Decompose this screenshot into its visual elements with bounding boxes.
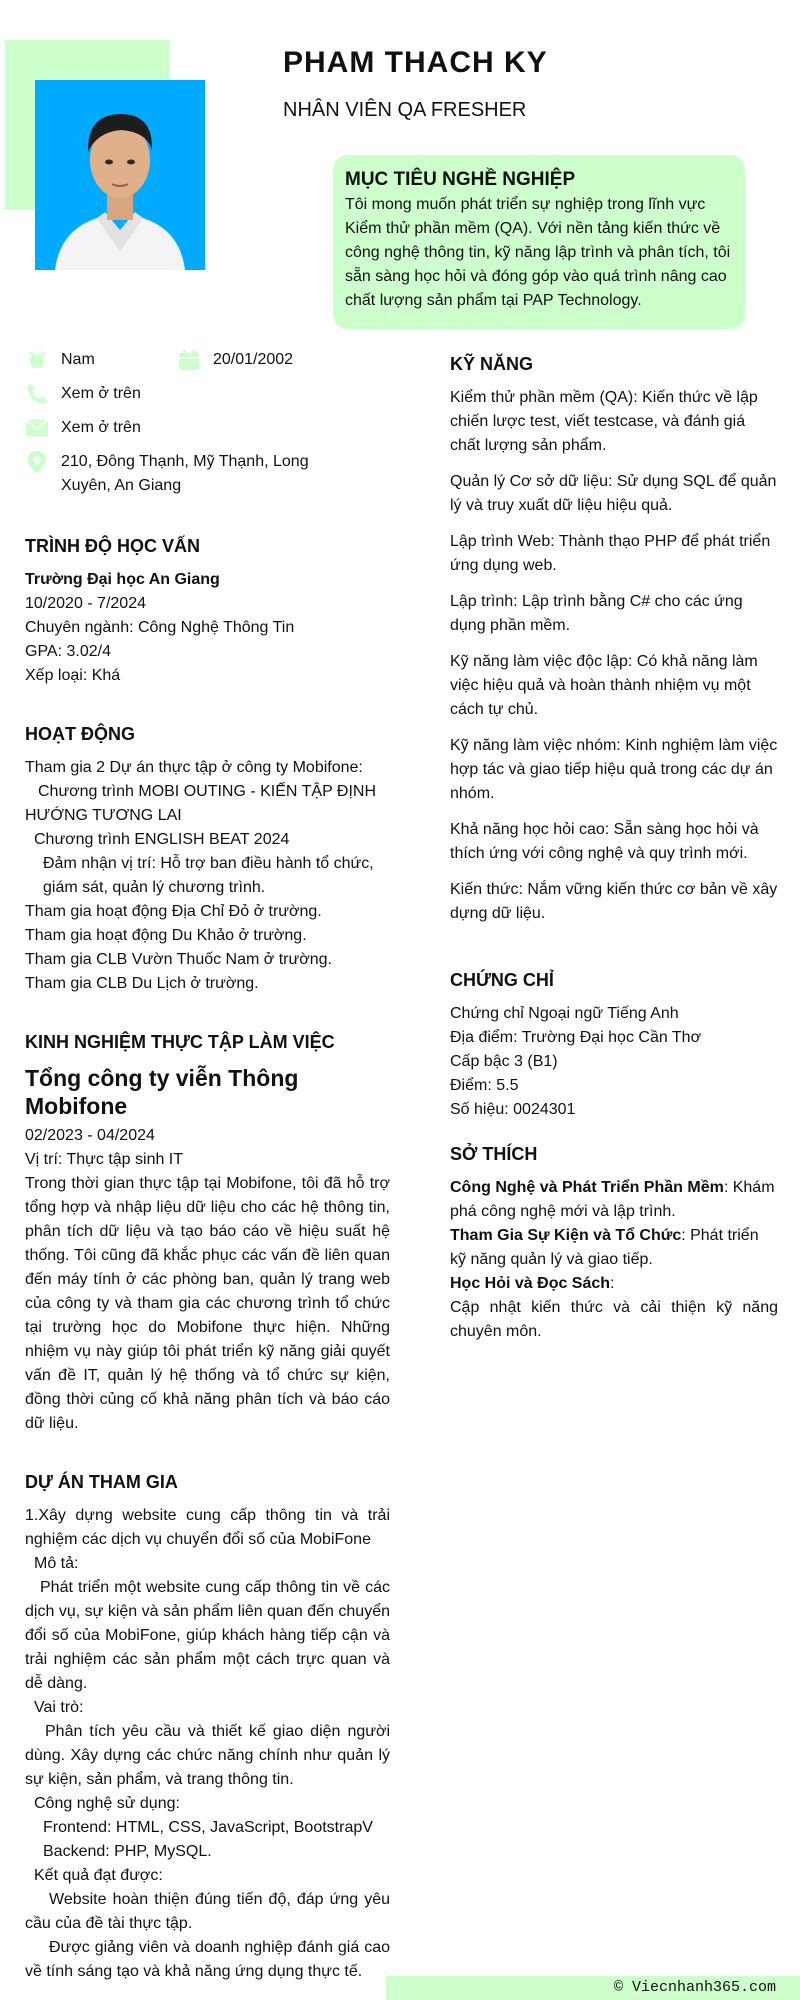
- objective-text: Tôi mong muốn phát triển sự nghiệp trong lĩnh vực Kiểm thử phần mềm (QA). Với nền tảng kiến thức về công nghệ thông tin, kỹ năng lập trình và phân tích, tôi sẵn sàng học hỏi và đóng góp vào quá trình nâng cao chất lượng sản phẩm tại PAP Technology.: [345, 196, 731, 309]
- phone-icon: [25, 382, 49, 406]
- skill-item: Lập trình: Lập trình bằng C# cho các ứng dụng phần mềm.: [450, 593, 743, 634]
- profile-photo: [35, 80, 205, 270]
- skill-item: Kiểm thử phần mềm (QA): Kiến thức về lập chiến lược test, viết testcase, và đánh giá chất lượng sản phẩm.: [450, 389, 758, 454]
- hobby-text: : Phát triển kỹ năng quản lý và giao tiếp.: [450, 1227, 759, 1268]
- project-result-1: Website hoàn thiện đúng tiến độ, đáp ứng yêu cầu của đề tài thực tập.: [25, 1891, 390, 1932]
- activity-line: Đảm nhận vị trí: Hỗ trợ ban điều hành tổ chức, giám sát, quản lý chương trình.: [43, 855, 374, 896]
- project-desc-label: Mô tả:: [34, 1555, 79, 1572]
- experience-period: 02/2023 - 04/2024: [25, 1127, 155, 1144]
- project-result-label: Kết quả đạt được:: [34, 1867, 163, 1884]
- certificate-number: Số hiệu: 0024301: [450, 1101, 576, 1118]
- experience-position: Vị trí: Thực tập sinh IT: [25, 1151, 184, 1168]
- hobby-item: [450, 1272, 778, 1296]
- phone-row: [25, 382, 390, 406]
- calendar-icon: [177, 348, 201, 372]
- experience-description: Trong thời gian thực tập tại Mobifone, tôi đã hỗ trợ tổng hợp và nhập liệu dữ liệu cho các hệ thông tin, phân tích dữ liệu và tạo báo cáo về hiệu suất hệ thống. Tôi cũng đã khắc phục các vấn đề liên quan đến máy tính ở các phòng ban, quản lý trang web của công ty và tham gia các chương trình tổ chức tại trường học do Mobifone thực hiện. Những nhiệm vụ này giúp tôi phát triển kỹ năng giải quyết vấn đề IT, quản lý hệ thống và tổ chức sự kiện, đồng thời củng cố khả năng phân tích và báo cáo dữ liệu.: [25, 1175, 390, 1432]
- hobby-desc: Cập nhật kiến thức và cải thiện kỹ năng chuyên môn.: [450, 1299, 778, 1340]
- activity-line: Tham gia CLB Vườn Thuốc Nam ở trường.: [25, 951, 332, 968]
- certificate-score: Điểm: 5.5: [450, 1077, 519, 1094]
- left-column: [25, 348, 390, 1984]
- project-desc: Phát triển một website cung cấp thông tin về các dịch vụ, sự kiện và sản phẩm liên quan đến chuyển đổi số của MobiFone, giúp khách hàng tiếp cận và trải nghiệm các sản phẩm một cách trực quan và dễ dàng.: [25, 1579, 390, 1692]
- certificates-title: CHỨNG CHỈ: [450, 970, 554, 990]
- project-result-2: Được giảng viên và doanh nghiệp đánh giá cao về tính sáng tạo và khả năng ứng dụng thực tế.: [25, 1939, 390, 1980]
- email-value: Xem ở trên: [61, 419, 141, 436]
- hobbies-title: SỞ THÍCH: [450, 1144, 538, 1164]
- activities-title: HOẠT ĐỘNG: [25, 724, 135, 744]
- activity-line: Chương trình MOBI OUTING - KIẾN TẬP ĐỊNH HƯỚNG TƯƠNG LAI: [25, 783, 377, 824]
- school-name: Trường Đại học An Giang: [25, 571, 220, 588]
- gender-icon: [25, 348, 49, 372]
- activity-line: Tham gia hoạt động Địa Chỉ Đỏ ở trường.: [25, 903, 322, 920]
- dob-value: 20/01/2002: [213, 351, 294, 368]
- address-row: [25, 450, 390, 498]
- education-title: TRÌNH ĐỘ HỌC VẤN: [25, 536, 200, 556]
- activity-line: Tham gia CLB Du Lịch ở trường.: [25, 975, 259, 992]
- right-column: [450, 348, 778, 1344]
- activity-line: Chương trình ENGLISH BEAT 2024: [34, 831, 290, 848]
- certificate-name: Chứng chỉ Ngoại ngữ Tiếng Anh: [450, 1005, 679, 1022]
- email-row: [25, 416, 390, 440]
- project-frontend: Frontend: HTML, CSS, JavaScript, BootstrapV: [43, 1819, 373, 1836]
- hobby-label: Tham Gia Sự Kiện và Tổ Chức: [450, 1227, 682, 1244]
- project-role-label: Vai trò:: [34, 1699, 84, 1716]
- gender-value: Nam: [61, 351, 95, 368]
- skill-item: Kiến thức: Nắm vững kiến thức cơ bản về xây dựng dữ liệu.: [450, 881, 778, 922]
- skill-item: Khả năng học hỏi cao: Sẵn sàng học hỏi và thích ứng với công nghệ và quy trình mới.: [450, 821, 759, 862]
- experience-title: KINH NGHIỆM THỰC TẬP LÀM VIỆC: [25, 1032, 335, 1052]
- phone-value: Xem ở trên: [61, 385, 141, 402]
- skill-item: Kỹ năng làm việc độc lập: Có khả năng làm việc hiệu quả và hoàn thành nhiệm vụ một cách tự chủ.: [450, 653, 758, 718]
- footer-watermark: © Viecnhanh365.com: [613, 1979, 776, 1996]
- hobby-text: : Khám phá công nghệ mới và lập trình.: [450, 1179, 775, 1220]
- hobby-item: [450, 1176, 778, 1224]
- hobby-text: :: [610, 1275, 615, 1292]
- project-backend: Backend: PHP, MySQL.: [43, 1843, 212, 1860]
- education-rank: Xếp loại: Khá: [25, 667, 121, 684]
- location-pin-icon: [25, 450, 49, 474]
- activity-line: Tham gia hoạt động Du Khảo ở trường.: [25, 927, 307, 944]
- skill-item: Quản lý Cơ sở dữ liệu: Sử dụng SQL để quản lý và truy xuất dữ liệu hiệu quả.: [450, 473, 777, 514]
- email-icon: [25, 416, 49, 440]
- education-major: Chuyên ngành: Công Nghệ Thông Tin: [25, 619, 295, 636]
- projects-title: DỰ ÁN THAM GIA: [25, 1472, 178, 1492]
- skill-item: Lập trình Web: Thành thạo PHP để phát triển ứng dụng web.: [450, 533, 771, 574]
- certificate-place: Địa điểm: Trường Đại học Cần Thơ: [450, 1029, 702, 1046]
- project-tech-label: Công nghệ sử dụng:: [34, 1795, 180, 1812]
- address-value: 210, Đông Thạnh, Mỹ Thạnh, Long Xuyên, An Giang: [61, 453, 309, 494]
- gender-dob-row: [25, 348, 390, 372]
- project-role: Phân tích yêu cầu và thiết kế giao diện người dùng. Xây dựng các chức năng chính như quản lý sự kiện, sản phẩm, và trang thông tin.: [25, 1723, 390, 1788]
- hobby-label: Học Hỏi và Đọc Sách: [450, 1275, 611, 1292]
- activity-line: Tham gia 2 Dự án thực tập ở công ty Mobifone:: [25, 759, 363, 776]
- candidate-name: PHAM THACH KY: [283, 46, 548, 79]
- hobby-item: [450, 1224, 778, 1272]
- company-name: Tổng công ty viễn Thông Mobifone: [25, 1065, 299, 1119]
- skill-item: Kỹ năng làm việc nhóm: Kinh nghiệm làm việc hợp tác và giao tiếp hiệu quả trong các dự án nhóm.: [450, 737, 778, 802]
- hobby-label: Công Nghệ và Phát Triển Phần Mềm: [450, 1179, 724, 1196]
- certificate-level: Cấp bậc 3 (B1): [450, 1053, 558, 1070]
- project-name: 1.Xây dựng website cung cấp thông tin và trải nghiệm các dịch vụ chuyển đổi số của MobiFone: [25, 1507, 390, 1548]
- skills-title: KỸ NĂNG: [450, 354, 534, 374]
- objective-title: MỤC TIÊU NGHỀ NGHIỆP: [345, 169, 576, 190]
- education-gpa: GPA: 3.02/4: [25, 643, 111, 660]
- objective-box: [333, 155, 745, 329]
- dob-item: [177, 348, 293, 372]
- education-period: 10/2020 - 7/2024: [25, 595, 146, 612]
- job-title: NHÂN VIÊN QA FRESHER: [283, 99, 527, 121]
- gender-item: [25, 348, 177, 372]
